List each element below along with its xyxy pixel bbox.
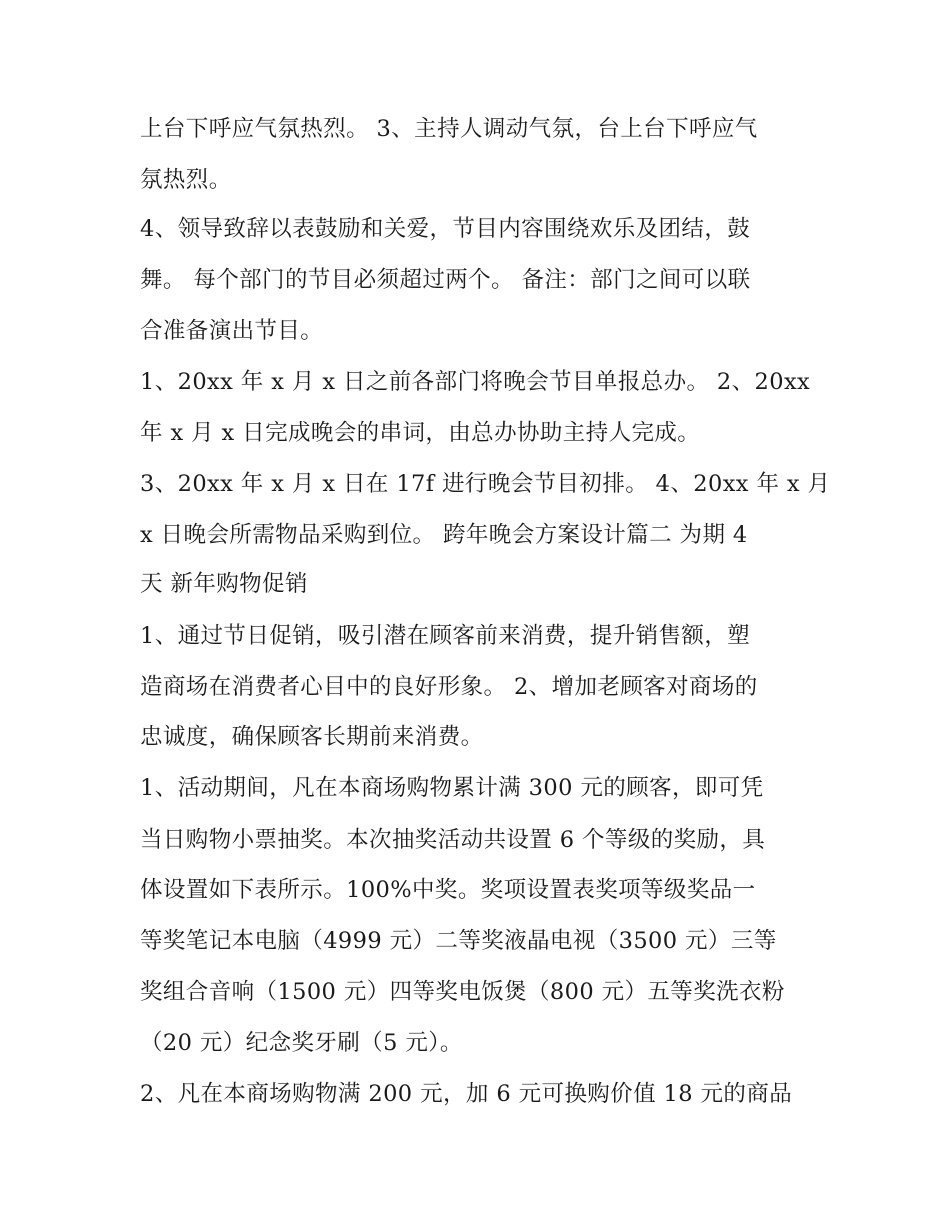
text-line: （20 元）纪念奖牙刷（5 元）。 [140,1030,463,1056]
text-line: 3、20xx 年 x 月 x 日在 17f 进行晚会节目初排。 4、20xx 年 x 月 [140,471,831,497]
text-line: 合准备演出节目。 [140,318,324,344]
text-line: 舞。 每个部门的节目必须超过两个。 备注：部门之间可以联 [140,267,751,293]
text-line: 1、活动期间，凡在本商场购物累计满 300 元的顾客，即可凭 [140,775,764,801]
text-line: 天 新年购物促销 [140,571,308,597]
text-line: 2、凡在本商场购物满 200 元，加 6 元可换购价值 18 元的商品 [140,1081,793,1107]
text-line: 上台下呼应气氛热烈。 3、主持人调动气氛，台上台下呼应气 [140,116,758,142]
text-line: 1、20xx 年 x 月 x 日之前各部门将晚会节目单报总办。 2、20xx [140,369,811,395]
text-line: 1、通过节日促销，吸引潜在顾客前来消费，提升销售额，塑 [140,623,751,649]
text-line: x 日晚会所需物品采购到位。 跨年晚会方案设计篇二 为期 4 [140,522,748,548]
text-line: 奖组合音响（1500 元）四等奖电饭煲（800 元）五等奖洗衣粉 [140,979,785,1005]
text-line: 氛热烈。 [140,167,232,193]
text-line: 等奖笔记本电脑（4999 元）二等奖液晶电视（3500 元）三等 [140,928,777,954]
text-line: 体设置如下表所示。100%中奖。奖项设置表奖项等级奖品一 [140,877,756,903]
text-line: 4、领导致辞以表鼓励和关爱，节目内容围绕欢乐及团结，鼓 [140,216,751,242]
text-line: 造商场在消费者心目中的良好形象。 2、增加老顾客对商场的 [140,674,758,700]
text-line: 年 x 月 x 日完成晚会的串词，由总办协助主持人完成。 [140,420,701,446]
text-line: 忠诚度，确保顾客长期前来消费。 [140,724,484,750]
text-line: 当日购物小票抽奖。本次抽奖活动共设置 6 个等级的奖励，具 [140,827,766,853]
